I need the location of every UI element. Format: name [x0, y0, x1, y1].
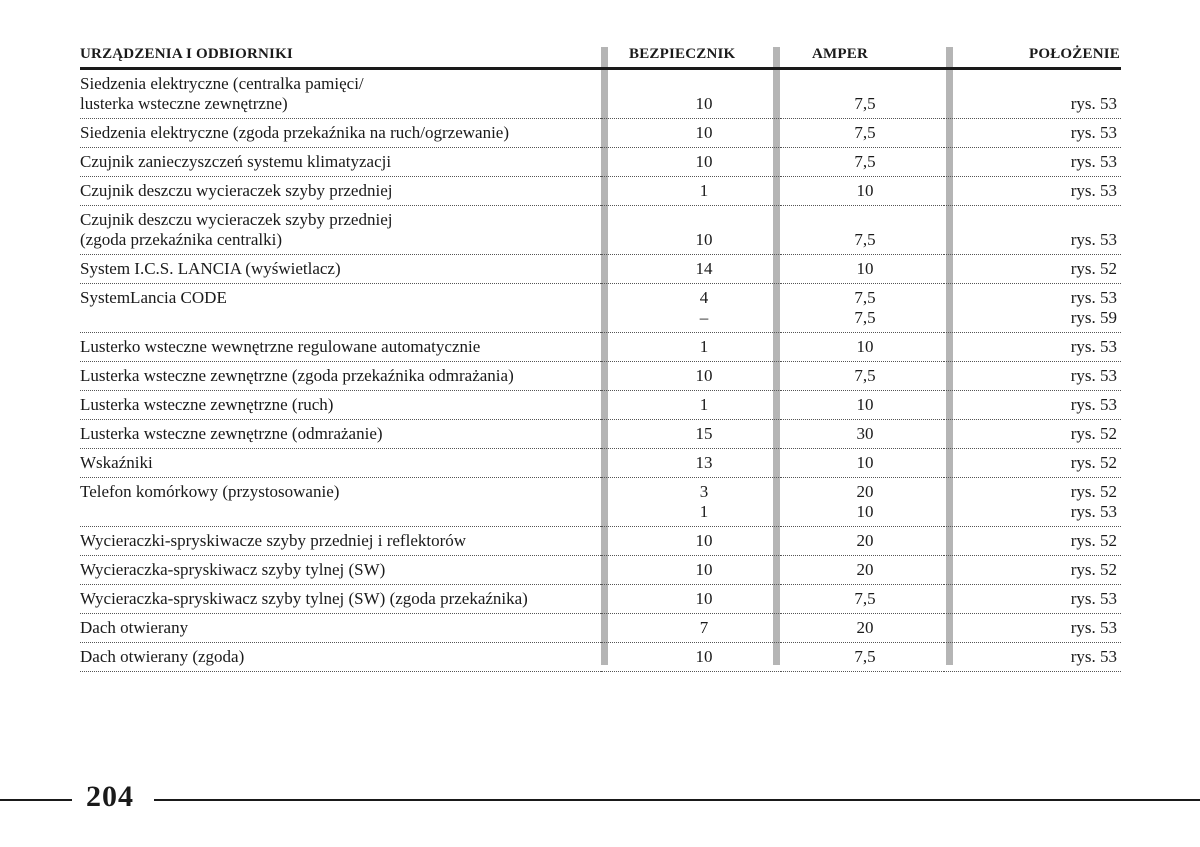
- cell-device-line: Wskaźniki: [80, 453, 153, 472]
- cell-amp: [781, 284, 944, 333]
- table-row: [80, 255, 1121, 284]
- cell-amp-line: 10: [856, 181, 874, 200]
- cell-position: [944, 333, 1121, 362]
- table-row: [80, 177, 1121, 206]
- cell-fuse-line: 10: [695, 647, 713, 666]
- cell-position-line: rys. 52: [1070, 531, 1117, 550]
- cell-fuse: [601, 362, 781, 391]
- cell-position: [944, 556, 1121, 585]
- cell-device-line: Czujnik zanieczyszczeń systemu klimatyzacji: [80, 152, 392, 171]
- table-body: [80, 69, 1121, 672]
- cell-fuse-line: 10: [695, 366, 713, 385]
- cell-fuse-line: 15: [695, 424, 713, 443]
- cell-device-line: Lusterka wsteczne zewnętrzne (zgoda przekaźnika odmrażania): [80, 366, 514, 385]
- cell-device-line: Dach otwierany: [80, 618, 189, 637]
- cell-amp-line: 7,5: [854, 123, 876, 142]
- cell-position: [944, 585, 1121, 614]
- cell-device-line: SystemLancia CODE: [80, 288, 227, 307]
- cell-position-line: rys. 52: [1070, 453, 1117, 472]
- cell-fuse-line: 7: [699, 618, 709, 637]
- cell-amp-line: 10: [856, 259, 874, 278]
- cell-position-line: rys. 53: [1070, 94, 1117, 113]
- cell-amp-line: 7,5: [854, 288, 876, 307]
- cell-amp-line: 10: [856, 395, 874, 414]
- cell-amp-line: 7,5: [854, 647, 876, 666]
- cell-amp: [781, 69, 944, 119]
- cell-position-line: rys. 53: [1070, 366, 1117, 385]
- cell-position-line: rys. 53: [1070, 647, 1117, 666]
- cell-fuse-line: 10: [695, 123, 713, 142]
- cell-position: [944, 284, 1121, 333]
- cell-position: [944, 449, 1121, 478]
- cell-device-line: Lusterka wsteczne zewnętrzne (odmrażanie): [80, 424, 383, 443]
- cell-position: [944, 148, 1121, 177]
- cell-position-line: rys. 53: [1070, 230, 1117, 249]
- cell-position: [944, 362, 1121, 391]
- cell-fuse-line: 13: [695, 453, 713, 472]
- cell-position-line: rys. 53: [1070, 288, 1117, 307]
- cell-amp-line: 7,5: [854, 230, 876, 249]
- cell-device: [80, 206, 601, 255]
- cell-fuse: [601, 449, 781, 478]
- cell-fuse: [601, 119, 781, 148]
- table-row: [80, 284, 1121, 333]
- cell-fuse-line: 1: [699, 502, 709, 521]
- header-device: URZĄDZENIA I ODBIORNIKI: [80, 42, 601, 69]
- cell-fuse: [601, 69, 781, 119]
- cell-position: [944, 478, 1121, 527]
- cell-amp: [781, 449, 944, 478]
- cell-amp: [781, 177, 944, 206]
- cell-fuse-line: 10: [695, 94, 713, 113]
- cell-position: [944, 391, 1121, 420]
- cell-device: [80, 527, 601, 556]
- cell-amp: [781, 556, 944, 585]
- cell-device: [80, 391, 601, 420]
- cell-fuse: [601, 177, 781, 206]
- cell-position-line: rys. 52: [1070, 424, 1117, 443]
- cell-amp: [781, 391, 944, 420]
- cell-device: [80, 478, 601, 527]
- cell-device-line: Lusterka wsteczne zewnętrzne (ruch): [80, 395, 334, 414]
- cell-fuse: [601, 527, 781, 556]
- cell-device: [80, 148, 601, 177]
- cell-position: [944, 206, 1121, 255]
- cell-position-line: rys. 52: [1070, 482, 1117, 501]
- cell-fuse-line: 10: [695, 560, 713, 579]
- cell-fuse: [601, 148, 781, 177]
- cell-position: [944, 177, 1121, 206]
- footer-rule-right: [154, 799, 1200, 801]
- table-row: [80, 643, 1121, 672]
- cell-position: [944, 69, 1121, 119]
- cell-fuse: [601, 556, 781, 585]
- cell-device-line: Wycieraczka-spryskiwacz szyby tylnej (SW): [80, 560, 386, 579]
- cell-fuse-line: 1: [699, 395, 709, 414]
- cell-device: [80, 255, 601, 284]
- table-row: [80, 119, 1121, 148]
- cell-position-line: rys. 53: [1070, 618, 1117, 637]
- cell-position-line: rys. 53: [1070, 123, 1117, 142]
- cell-position-line: rys. 59: [1070, 308, 1117, 327]
- table-row: [80, 420, 1121, 449]
- cell-device: [80, 556, 601, 585]
- cell-amp-line: 7,5: [854, 366, 876, 385]
- cell-fuse: [601, 420, 781, 449]
- cell-amp-line: 30: [856, 424, 874, 443]
- cell-device-line: Telefon komórkowy (przystosowanie): [80, 482, 340, 501]
- cell-amp: [781, 585, 944, 614]
- cell-fuse: [601, 585, 781, 614]
- cell-fuse: [601, 391, 781, 420]
- cell-position-line: rys. 53: [1070, 181, 1117, 200]
- cell-position-line: rys. 52: [1070, 560, 1117, 579]
- cell-fuse-line: –: [699, 308, 709, 327]
- cell-fuse: [601, 255, 781, 284]
- cell-amp: [781, 478, 944, 527]
- cell-amp-line: 20: [856, 531, 874, 550]
- cell-amp: [781, 614, 944, 643]
- cell-amp: [781, 148, 944, 177]
- cell-device-line: Lusterko wsteczne wewnętrzne regulowane automatycznie: [80, 337, 481, 356]
- cell-device-line: Siedzenia elektryczne (centralka pamięci/: [80, 74, 364, 93]
- cell-amp: [781, 362, 944, 391]
- cell-amp: [781, 119, 944, 148]
- footer-rule-left: [0, 799, 72, 801]
- table-row: [80, 362, 1121, 391]
- cell-amp-line: 7,5: [854, 94, 876, 113]
- table-row: [80, 148, 1121, 177]
- cell-device: [80, 362, 601, 391]
- cell-position-line: rys. 53: [1070, 337, 1117, 356]
- table-header-row: [80, 42, 1121, 69]
- cell-position-line: rys. 52: [1070, 259, 1117, 278]
- page-number: 204: [86, 780, 134, 813]
- cell-position-line: rys. 53: [1070, 589, 1117, 608]
- cell-amp: [781, 643, 944, 672]
- table-row: [80, 556, 1121, 585]
- cell-fuse-line: 10: [695, 230, 713, 249]
- cell-device-line: (zgoda przekaźnika centralki): [80, 230, 282, 249]
- cell-fuse-line: 10: [695, 531, 713, 550]
- cell-device-line: Wycieraczki-spryskiwacze szyby przedniej i reflektorów: [80, 531, 467, 550]
- fuse-table: [80, 42, 1121, 672]
- cell-fuse-line: 10: [695, 152, 713, 171]
- cell-device: [80, 69, 601, 119]
- cell-position-line: rys. 53: [1070, 152, 1117, 171]
- cell-device: [80, 333, 601, 362]
- cell-fuse: [601, 284, 781, 333]
- cell-position-line: rys. 53: [1070, 502, 1117, 521]
- cell-fuse: [601, 478, 781, 527]
- cell-device: [80, 420, 601, 449]
- cell-amp-line: 10: [856, 453, 874, 472]
- cell-fuse: [601, 333, 781, 362]
- table-row: [80, 449, 1121, 478]
- cell-device: [80, 449, 601, 478]
- cell-amp-line: 20: [856, 618, 874, 637]
- cell-device-line: Czujnik deszczu wycieraczek szyby przedniej: [80, 210, 393, 229]
- cell-amp-line: 10: [856, 337, 874, 356]
- cell-amp: [781, 420, 944, 449]
- cell-amp-line: 20: [856, 560, 874, 579]
- cell-position: [944, 527, 1121, 556]
- cell-device: [80, 614, 601, 643]
- cell-device: [80, 643, 601, 672]
- cell-fuse-line: 10: [695, 589, 713, 608]
- cell-device: [80, 119, 601, 148]
- cell-amp-line: 7,5: [854, 589, 876, 608]
- cell-position: [944, 614, 1121, 643]
- cell-amp-line: 20: [856, 482, 874, 501]
- cell-device-line: Dach otwierany (zgoda): [80, 647, 245, 666]
- table-row: [80, 614, 1121, 643]
- cell-device: [80, 177, 601, 206]
- header-fuse: BEZPIECZNIK: [601, 42, 781, 69]
- cell-position: [944, 420, 1121, 449]
- cell-fuse-line: 1: [699, 181, 709, 200]
- cell-device-line: Wycieraczka-spryskiwacz szyby tylnej (SW) (zgoda przekaźnika): [80, 589, 528, 608]
- cell-device: [80, 585, 601, 614]
- cell-position: [944, 643, 1121, 672]
- cell-amp: [781, 255, 944, 284]
- cell-fuse: [601, 643, 781, 672]
- cell-fuse: [601, 614, 781, 643]
- header-amp: AMPER: [781, 42, 944, 69]
- cell-amp: [781, 333, 944, 362]
- table-row: [80, 206, 1121, 255]
- table-row: [80, 585, 1121, 614]
- table-row: [80, 391, 1121, 420]
- cell-amp-line: 7,5: [854, 152, 876, 171]
- cell-device-line: lusterka wsteczne zewnętrzne): [80, 94, 288, 113]
- cell-position-line: rys. 53: [1070, 395, 1117, 414]
- cell-position: [944, 119, 1121, 148]
- cell-fuse-line: 14: [695, 259, 713, 278]
- cell-device-line: Siedzenia elektryczne (zgoda przekaźnika na ruch/ogrzewanie): [80, 123, 510, 142]
- table-row: [80, 527, 1121, 556]
- table-row: [80, 69, 1121, 119]
- cell-amp-line: 10: [856, 502, 874, 521]
- cell-device-line: System I.C.S. LANCIA (wyświetlacz): [80, 259, 341, 278]
- cell-amp: [781, 527, 944, 556]
- cell-device-line: Czujnik deszczu wycieraczek szyby przedniej: [80, 181, 393, 200]
- cell-fuse: [601, 206, 781, 255]
- cell-fuse-line: 4: [699, 288, 709, 307]
- header-position: POŁOŻENIE: [944, 42, 1121, 69]
- cell-amp: [781, 206, 944, 255]
- cell-fuse-line: 1: [699, 337, 709, 356]
- cell-position: [944, 255, 1121, 284]
- cell-fuse-line: 3: [699, 482, 709, 501]
- cell-device: [80, 284, 601, 333]
- cell-amp-line: 7,5: [854, 308, 876, 327]
- table-row: [80, 333, 1121, 362]
- table-row: [80, 478, 1121, 527]
